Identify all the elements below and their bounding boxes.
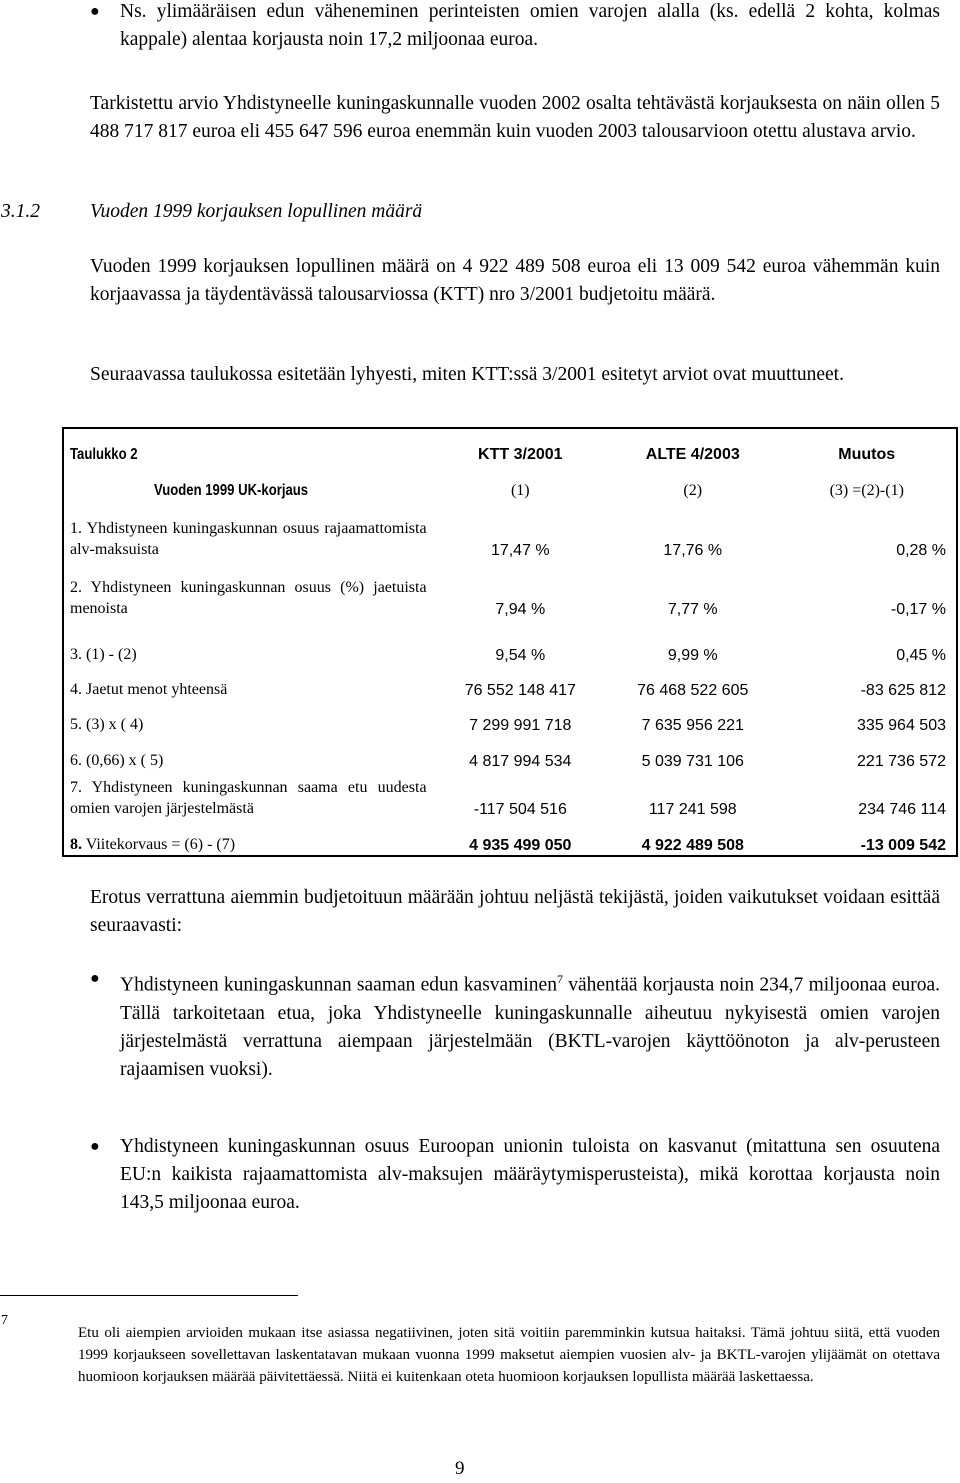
cell-value: -83 625 812 — [860, 682, 946, 699]
cell-value: 0,28 % — [896, 542, 946, 559]
cell-value: 9,54 % — [495, 647, 546, 664]
subheader-2: (2) — [683, 482, 703, 499]
cell-value: 4 935 499 050 — [469, 837, 572, 854]
section-number: 3.1.2 — [1, 201, 40, 222]
table-row — [63, 665, 957, 700]
section-title: Vuoden 1999 korjauksen lopullinen määrä — [90, 201, 423, 222]
cell-value: 7 635 956 221 — [641, 717, 744, 734]
cell-value: 335 964 503 — [857, 717, 946, 734]
cell-value: 17,76 % — [663, 542, 723, 559]
table-row — [63, 560, 957, 619]
footnote-number: 7 — [1, 1313, 8, 1328]
paragraph-revised-estimate: Tarkistettu arvio Yhdistyneelle kuningaskunnalle vuoden 2002 osalta tehtävästä korjauksesta on näin ollen 5 488 717 817 euroa eli 455 647 596 euroa enemmän kuin vuoden 2003 talousarvioon otettu alustava arvio. — [90, 93, 940, 142]
cell-value: 221 736 572 — [857, 753, 946, 770]
table-row — [63, 700, 957, 735]
paragraph-difference: Erotus verrattuna aiemmin budjetoituun määrään johtuu neljästä tekijästä, joiden vaikutukset voidaan esittää seuraavasti: — [90, 887, 940, 936]
cell-value: 4 817 994 534 — [469, 753, 572, 770]
bullet-icon: ● — [90, 3, 100, 20]
subheader-3: (3) =(2)-(1) — [829, 482, 904, 499]
table-row — [63, 500, 957, 560]
paragraph-table-intro: Seuraavassa taulukossa esitetään lyhyesti, miten KTT:ssä 3/2001 esitetyt arviot ovat muuttuneet. — [90, 364, 844, 385]
row-label: 1. Yhdistyneen kuningaskunnan osuus rajaamattomista alv-maksuista — [70, 520, 427, 558]
row-label: 6. (0,66) x ( 5) — [70, 752, 164, 769]
row-label: 4. Jaetut menot yhteensä — [70, 681, 228, 698]
cell-value: 17,47 % — [490, 542, 550, 559]
cell-value: 0,45 % — [896, 647, 946, 664]
table-row — [63, 771, 957, 819]
cell-value: -13 009 542 — [860, 837, 946, 854]
subheader-1: (1) — [510, 482, 530, 499]
bullet-icon: ● — [90, 1138, 100, 1155]
cell-value: 5 039 731 106 — [641, 753, 744, 770]
footnote-text: Etu oli aiempien arvioiden mukaan itse asiassa negatiivinen, joten sitä voitiin paremminkin kutsua haitaksi. Tämä johtuu siitä, että vuoden 1999 korjaukseen sovellettavan laskentatavan mukaan vuonna 1999 maksetut aiempien vuosien alv- ja BKTL-varojen ylijäämät on otettava huomioon korjauksen määrää päivitettäessä. Niitä ei kuitenkaan oteta huomioon korjauksen lopullista määrää laskettaessa. — [78, 1325, 940, 1385]
table-header-row — [63, 428, 957, 464]
col-header-alte: ALTE 4/2003 — [645, 446, 740, 463]
row-label: 3. (1) - (2) — [70, 646, 137, 663]
table-row-total — [63, 819, 957, 856]
table-subheader-row — [63, 464, 957, 500]
cell-value: 7,77 % — [667, 601, 718, 618]
cell-value: 7 299 991 718 — [469, 717, 572, 734]
page-number: 9 — [455, 1458, 465, 1479]
top-bullet-text: Ns. ylimääräisen edun väheneminen perinteisten omien varojen alalla (ks. edellä 2 kohta, kolmas kappale) alentaa korjausta noin 17,2 miljoonaa euroa. — [120, 1, 940, 50]
table-row — [63, 619, 957, 665]
cell-value: 9,99 % — [667, 647, 718, 664]
col-header-muutos: Muutos — [838, 446, 896, 463]
row-header: Vuoden 1999 UK-korjaus — [154, 482, 309, 499]
bullet-1-after: vähentää korjausta noin 234,7 miljoonaa euroa. Tällä tarkoitetaan etua, joka Yhdistyneelle kuningaskunnalle aiheutuu nykyisestä omien varojen järjestelmästä verrattuna aiempaan järjestelmään (BKTL-varojen käyttöönoton ja alv-perusteen rajaamisen vuoksi). — [120, 974, 940, 1080]
bullet-icon: ● — [90, 970, 100, 987]
cell-value: -0,17 % — [890, 601, 946, 618]
bullet-1-text — [120, 965, 940, 1084]
row-label: 2. Yhdistyneen kuningaskunnan osuus (%) jaetuista menoista — [70, 579, 427, 617]
cell-value: 234 746 114 — [858, 801, 946, 818]
table-row — [63, 735, 957, 771]
paragraph-final-amount: Vuoden 1999 korjauksen lopullinen määrä on 4 922 489 508 euroa eli 13 009 542 euroa vähemmän kuin korjaavassa ja täydentävässä talousarviossa (KTT) nro 3/2001 budjetoitu määrä. — [90, 256, 940, 305]
correction-table — [62, 427, 958, 857]
row-label: 7. Yhdistyneen kuningaskunnan saama etu uudesta omien varojen järjestelmästä — [70, 779, 427, 817]
row-label-text: Viitekorvaus = (6) - (7) — [85, 836, 236, 853]
cell-value: 76 468 522 605 — [637, 682, 749, 699]
cell-value: 76 552 148 417 — [464, 682, 576, 699]
bullet-1-before: Yhdistyneen kuningaskunnan saaman edun kasvaminen — [120, 974, 557, 996]
cell-value: 7,94 % — [495, 601, 546, 618]
bullet-2-text: Yhdistyneen kuningaskunnan osuus Euroopan unionin tuloista on kasvanut (mitattuna sen osuutena EU:n kaikista rajaamattomista alv-maksujen määräytymisperusteista), mikä korottaa korjausta noin 143,5 miljoonaa euroa. — [120, 1136, 940, 1213]
cell-value: 117 241 598 — [648, 801, 737, 818]
footnote-ref: 7 — [556, 972, 563, 986]
table-caption: Taulukko 2 — [70, 446, 138, 463]
row-label-total — [63, 819, 437, 856]
cell-value: -117 504 516 — [473, 801, 567, 818]
row-label-number: 8. — [70, 836, 82, 853]
row-label: 5. (3) x ( 4) — [70, 716, 144, 733]
footnote-separator — [0, 1295, 298, 1296]
cell-value: 4 922 489 508 — [641, 837, 744, 854]
col-header-ktt: KTT 3/2001 — [478, 446, 563, 463]
